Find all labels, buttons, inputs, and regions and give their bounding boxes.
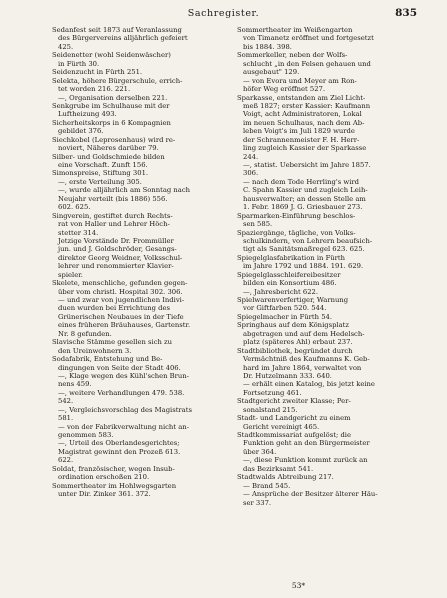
index-entry-line: 622.	[58, 456, 74, 465]
index-entry-heading: Slavische Stämme gesellen sich zu	[52, 338, 173, 347]
index-entry-line: — von Evora und Meyer am Ron-	[243, 76, 357, 85]
index-entry-heading: Sedanfest seit 1873 auf Veranlassung	[52, 26, 182, 34]
index-entry-line: den Ureinwohnern 3.	[58, 346, 132, 355]
index-entry-heading: Sommertheater im Hohlwegsgarten	[52, 481, 177, 490]
signature-mark: 53*	[291, 581, 306, 590]
index-entry-line: duen wurden bei Errichtung des	[58, 304, 171, 313]
index-entry-line: C. Spahn Kassier und zugleich Leih-	[243, 186, 368, 195]
index-entry-line: gebildet 376.	[58, 127, 104, 136]
index-entry-line: Dr. Hutzelmann 333. 640.	[243, 371, 332, 380]
index-entry-heading: Spiegelmacher in Fürth 54.	[237, 312, 332, 321]
index-entry-line: sonalstand 215.	[243, 405, 298, 414]
index-entry-line: Luftheizung 493.	[58, 110, 117, 119]
index-entry-line: — Ansprüche der Besitzer älterer Häu-	[243, 490, 378, 499]
index-entry-line: leben Voigt's im Juli 1829 wurde	[243, 127, 355, 136]
index-entry-line: —, statist. Uebersicht im Jahre 1857.	[243, 161, 371, 169]
index-entry-line: stetter 314.	[58, 228, 99, 237]
index-entry-heading: Silber- und Goldschmiede bilden	[52, 152, 165, 161]
index-entry-line: unter Dir. Zinker 361. 372.	[58, 490, 151, 499]
index-entry-line: Neujahr verteilt (bis 1886) 556.	[58, 194, 168, 203]
index-entry-line: — nach dem Tode Herrling's wird	[243, 177, 359, 186]
index-entry-heading: Skelete, menschliche, gefunden gegen-	[52, 279, 188, 288]
index-entry-line: Gericht vereinigt 465.	[243, 422, 320, 431]
page-number: 835	[395, 7, 417, 19]
index-entry-line: eine Vorschaft. Zunft 156.	[58, 161, 148, 169]
index-entry-heading: Simonspreise, Stiftung 301.	[52, 169, 149, 178]
index-entry-line: höfer Weg eröffnet 527.	[243, 85, 326, 94]
index-entry-heading: Sommerkeller, neben der Wolfs-	[237, 51, 348, 60]
index-entry-line: von Timanetz eröffnet und fortgesetzt	[243, 34, 374, 43]
index-entry-line: — Brand 545.	[243, 481, 291, 490]
index-entry-heading: Spiegelglasfabrikation in Fürth	[237, 253, 346, 262]
index-entry-heading: Stadtwalds Abtreibung 217.	[237, 473, 334, 482]
index-entry-heading: Stadt- und Landgericht zu einem	[237, 414, 351, 423]
index-entry-line: hausverwalter; an dessen Stelle am	[243, 194, 366, 203]
index-entry-line: 542.	[58, 397, 74, 406]
index-entry-heading: Seidenetter (wohl Seidenwäscher)	[52, 51, 171, 60]
index-entry-heading: Seidenzucht in Fürth 251.	[52, 68, 143, 77]
index-entry-line: sen 585.	[243, 220, 273, 229]
index-column-left	[52, 26, 236, 499]
index-entry-line: Voigt, acht Administratoren, Lokal	[243, 110, 362, 119]
index-entry-line: —, Klage wegen des Kühl'schen Brun-	[58, 371, 189, 380]
index-entry-line: schlucht „in den Felsen gehauen und	[243, 59, 371, 68]
index-entry-line: 244.	[243, 152, 259, 161]
index-entry-heading: Selekta, höhere Bürgerschule, errich-	[52, 76, 183, 85]
index-entry-line: —, wurde alljährlich am Sonntag nach	[58, 186, 191, 195]
index-entry-line: rat von Haller und Lehrer Höch-	[58, 220, 170, 229]
index-entry-heading: Sparmarken-Einführung beschlos-	[237, 211, 356, 220]
index-entry-heading: Spielwarenverfertiger, Warnung	[237, 296, 349, 304]
index-entry-line: 425.	[58, 42, 74, 51]
index-entry-line: 306.	[243, 169, 259, 178]
index-entry-line: — erhält einen Katalog, bis jetzt keine	[243, 380, 375, 389]
index-entry-heading: Sommertheater im Weißengarten	[237, 26, 353, 34]
index-entry-line: Fortsetzung 461.	[243, 388, 302, 397]
index-entry-line: Nr. 8 gefunden.	[58, 329, 112, 338]
index-column-right	[237, 26, 421, 507]
index-entry-line: bis 1884. 398.	[243, 42, 292, 51]
index-entry-line: abgetragen und auf dem Hedelsch-	[243, 329, 365, 338]
index-entry-line: tet worden 216. 221.	[58, 85, 131, 94]
index-entry-heading: Springhaus auf dem Königsplatz	[237, 321, 349, 330]
index-entry-heading: Soldat, französischer, wegen Insub-	[52, 464, 175, 473]
index-entry-line: genommen 583.	[58, 431, 114, 439]
index-entry-line: — von der Fabrikverwaltung nicht an-	[58, 422, 189, 431]
index-entry-line: meß 1827; erster Kassier: Kaufmann	[243, 101, 371, 110]
index-entry-line: hard im Jahre 1864, verwaltet von	[243, 363, 362, 372]
index-entry-heading: Sodafabrik, Entstehung und Be-	[52, 355, 163, 364]
index-entry-line: vor Giftfarben 520. 544.	[243, 304, 327, 313]
index-entry-line: in Fürth 30.	[58, 59, 100, 68]
index-entry-line: im neuen Schulhaus, nach dem Ab-	[243, 118, 365, 127]
index-entry-line: ausgebaut" 129.	[243, 68, 300, 77]
index-entry-heading: Sparkasse, entstanden am Ziel Licht-	[237, 93, 366, 102]
index-entry-heading: Stadtkommissariat aufgelöst; die	[237, 431, 351, 439]
index-entry-line: des Bürgervereins alljährlich gefeiert	[58, 34, 188, 43]
index-entry-heading: Spaziergänge, tägliche, von Volks-	[237, 228, 356, 237]
index-entry-heading: Spiegelglasschleifereibesitzer	[237, 270, 341, 279]
index-entry-line: —, diese Funktion kommt zurück an	[243, 456, 368, 465]
index-entry-line: 581.	[58, 414, 74, 423]
index-entry-line: —, Organisation derselben 221.	[58, 93, 168, 102]
index-entry-line: direktor Georg Weidner, Volksschul-	[58, 253, 183, 262]
index-entry-line: das Bezirksamt 541.	[243, 464, 314, 473]
index-entry-line: 1. Febr. 1869 J. G. Griesbauer 273.	[243, 203, 363, 212]
index-entry-line: ser 337.	[243, 498, 272, 507]
index-entry-line: Grünerischen Neubaues in der Tiefe	[58, 312, 184, 321]
index-entry-line: Vermächtniß des Kaufmanns K. Geb-	[243, 355, 370, 364]
index-entry-line: über 364.	[243, 447, 277, 456]
index-entry-line: ordination erschoßen 210.	[58, 473, 150, 482]
index-entry-line: spieler.	[58, 270, 83, 279]
index-entry-line: eines früheren Bräuhauses, Gartenstr.	[58, 321, 191, 330]
index-entry-line: schulkindern, von Lehrern beaufsich-	[243, 236, 373, 245]
index-entry-heading: Sicherheitskorps in 6 Kompagnien	[52, 118, 171, 127]
index-entry-line: —, weitere Verhandlungen 479. 538.	[58, 388, 185, 397]
index-entry-line: —, Vergleichsvorschlag des Magistrats	[58, 405, 192, 414]
index-entry-line: tigt als Sanitätsmaßregel 623. 625.	[243, 245, 365, 254]
index-entry-line: der Schrannenmeister F. H. Herr-	[243, 135, 360, 144]
index-entry-line: platz (späteres Ahl) erbaut 237.	[243, 338, 353, 347]
index-entry-line: bilden ein Konsortium 486.	[243, 279, 337, 288]
index-entry-heading: Siechkobel (Leprosenhaus) wird re-	[52, 135, 176, 144]
index-entry-line: —, Jahresbericht 622.	[243, 287, 319, 296]
index-entry-line: ling zugleich Kassier der Sparkasse	[243, 144, 367, 153]
index-entry-line: 602. 625.	[58, 203, 91, 212]
index-entry-line: dingungen von Seite der Stadt 406.	[58, 363, 181, 372]
index-entry-line: Magistrat gewinnt den Prozeß 613.	[58, 447, 181, 456]
index-entry-line: über vom christl. Hospital 302. 306.	[58, 287, 183, 296]
index-entry-line: —, erste Verteilung 305.	[58, 177, 142, 186]
index-entry-heading: Senkgrube im Schulhause mit der	[52, 101, 170, 110]
index-entry-line: lehrer und renommierter Klavier-	[58, 262, 174, 271]
index-entry-heading: Singverein, gestiftet durch Rechts-	[52, 211, 173, 220]
index-entry-line: nens 459.	[58, 380, 92, 389]
running-head-title: Sachregister.	[187, 8, 260, 19]
index-entry-heading: Stadtgericht zweiter Klasse; Per-	[237, 397, 351, 406]
index-entry-heading: Stadtbibliothek, begründet durch	[237, 346, 353, 355]
index-entry-line: noviert, Näheres darüber 79.	[58, 144, 159, 153]
index-entry-line: jun. und J. Goldschröder, Gesangs-	[58, 245, 177, 254]
index-entry-line: Jetzige Vorstände Dr. Frommüller	[58, 236, 174, 245]
index-entry-line: — und zwar von jugendlichen Indivi-	[58, 296, 185, 304]
index-entry-line: im Jahre 1792 und 1884. 191. 629.	[243, 262, 364, 271]
index-entry-line: —, Urteil des Oberlandesgerichtes;	[58, 439, 180, 448]
index-entry-line: Funktion geht an den Bürgermeister	[243, 439, 370, 448]
